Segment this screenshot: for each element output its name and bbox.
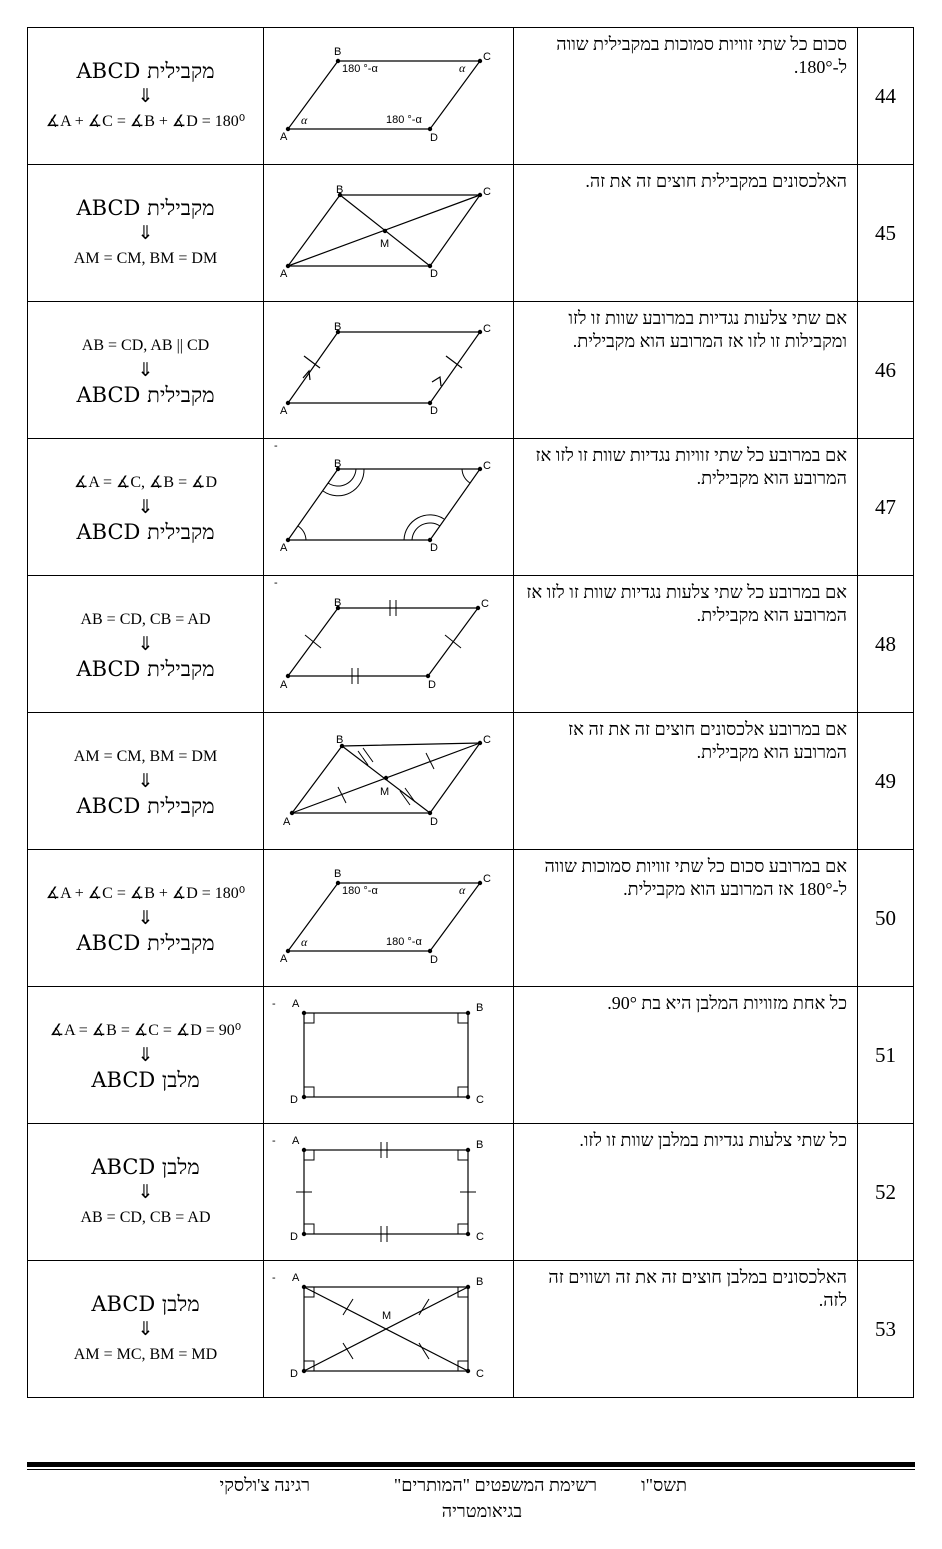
theorem-text: כל שתי צלעות נגדיות במלבן שוות זו לזו.: [514, 1124, 858, 1261]
vertex-label: C: [476, 1094, 484, 1106]
formal-line-conclusion: ABCD מקבילית: [76, 656, 215, 681]
theorem-text: אם שתי צלעות נגדיות במרובע שוות זו לזו ומקבילות זו לזו אז המרובע הוא מקבילית.: [514, 302, 858, 439]
formal-statement: [28, 987, 264, 1124]
vertex-label: B: [334, 46, 342, 58]
vertex-label: D: [430, 405, 438, 417]
vertex-label: A: [280, 953, 288, 965]
footer-year: תשס"ו: [641, 1475, 687, 1495]
vertex-label: B: [476, 1002, 484, 1014]
dash-mark: -: [274, 577, 278, 589]
vertex-label: A: [292, 1135, 300, 1147]
vertex-label: C: [483, 873, 491, 885]
theorem-number: 50: [858, 850, 914, 987]
vertex-label: B: [336, 734, 344, 746]
vertex-label: B: [334, 868, 342, 880]
figure-cell: [264, 439, 514, 576]
theorem-text: סכום כל שתי זוויות סמוכות במקבילית שווה ל-180°.: [514, 28, 858, 165]
vertex-label: C: [483, 323, 491, 335]
theorem-number: 45: [858, 165, 914, 302]
formal-statement: [28, 850, 264, 987]
formal-statement: [28, 576, 264, 713]
parallelogram-parallel-sides-figure: [264, 302, 513, 438]
formal-line-conclusion: AM = MC, BM = MD: [73, 1345, 218, 1363]
vertex-label: C: [483, 460, 491, 472]
implies-arrow: ⇓: [137, 907, 154, 929]
formal-line-premise: AB = CD, CB = AD: [80, 610, 211, 628]
angle-label: 180 °-α: [342, 885, 378, 897]
figure-cell: [264, 165, 514, 302]
theorem-number: 44: [858, 28, 914, 165]
table-row: [28, 28, 914, 165]
implies-arrow: ⇓: [137, 770, 154, 792]
vertex-label: D: [430, 954, 438, 966]
formal-line-conclusion: AM = CM, BM = DM: [73, 249, 218, 267]
vertex-label: C: [476, 1231, 484, 1243]
footer-author: רגינה צ'ולסקי: [219, 1475, 310, 1495]
figure-cell: [264, 576, 514, 713]
formal-statement: [28, 28, 264, 165]
angle-label: 180 °-α: [386, 114, 422, 126]
table-row: [28, 439, 914, 576]
vertex-label: C: [483, 51, 491, 63]
parallelogram-diagonals-figure: [264, 165, 513, 301]
figure-cell: [264, 302, 514, 439]
theorem-text: אם במרובע כל שתי צלעות נגדיות שוות זו לזו אז המרובע הוא מקבילית.: [514, 576, 858, 713]
theorem-number: 49: [858, 713, 914, 850]
vertex-label: M: [380, 786, 390, 798]
vertex-label: A: [280, 268, 288, 280]
parallelogram-supplementary-angles-figure: [264, 850, 513, 986]
implies-arrow: ⇓: [137, 633, 154, 655]
vertex-label: D: [428, 679, 436, 691]
formal-statement: [28, 1261, 264, 1398]
formal-line-conclusion: ABCD מקבילית: [76, 930, 215, 955]
formal-statement: [28, 713, 264, 850]
figure-cell: [264, 713, 514, 850]
vertex-label: A: [280, 679, 288, 691]
angle-label: 180 °-α: [342, 63, 378, 75]
vertex-label: D: [290, 1231, 298, 1243]
dash-mark: -: [272, 1135, 276, 1147]
theorem-number: 46: [858, 302, 914, 439]
vertex-label: M: [382, 1310, 392, 1322]
vertex-label: D: [290, 1368, 298, 1380]
vertex-label: M: [380, 238, 390, 250]
table-row: [28, 1124, 914, 1261]
formal-line-premise: ABCD מלבן: [91, 1154, 200, 1179]
vertex-label: A: [283, 816, 291, 828]
angle-label: α: [301, 935, 308, 949]
theorem-number: 52: [858, 1124, 914, 1261]
vertex-label: A: [292, 998, 300, 1010]
vertex-label: C: [481, 598, 489, 610]
theorem-text: האלכסונים במלבן חוצים זה את זה ושווים זה לזה.: [514, 1261, 858, 1398]
formal-statement: [28, 302, 264, 439]
vertex-label: D: [430, 132, 438, 144]
rectangle-diagonals-figure: [264, 1261, 513, 1397]
formal-statement: [28, 1124, 264, 1261]
formal-line-conclusion: AB = CD, CB = AD: [80, 1208, 211, 1226]
formal-line-conclusion: ∡A + ∡C = ∡B + ∡D = 180⁰: [45, 112, 246, 130]
table-row: [28, 1261, 914, 1398]
theorem-text: אם במרובע אלכסונים חוצים זה את זה אז המרובע הוא מקבילית.: [514, 713, 858, 850]
vertex-label: B: [476, 1139, 484, 1151]
theorem-number: 51: [858, 987, 914, 1124]
vertex-label: B: [334, 458, 342, 470]
angle-label: α: [459, 883, 466, 897]
theorem-number: 48: [858, 576, 914, 713]
vertex-label: D: [430, 542, 438, 554]
vertex-label: C: [483, 734, 491, 746]
theorems-table: [27, 27, 914, 1398]
angle-label: α: [301, 113, 308, 127]
figure-cell: [264, 1124, 514, 1261]
formal-statement: [28, 165, 264, 302]
footer-title: רשימת המשפטים "המותרים": [393, 1475, 597, 1495]
figure-cell: [264, 987, 514, 1124]
vertex-label: C: [483, 186, 491, 198]
implies-arrow: ⇓: [137, 85, 154, 107]
formal-line-premise: AM = CM, BM = DM: [73, 747, 218, 765]
implies-arrow: ⇓: [137, 1044, 154, 1066]
vertex-label: C: [476, 1368, 484, 1380]
angle-label: 180 °-α: [386, 936, 422, 948]
table-row: [28, 576, 914, 713]
footer-rule: [27, 1469, 915, 1470]
vertex-label: D: [430, 268, 438, 280]
formal-line-premise: ∡A = ∡C, ∡B = ∡D: [74, 473, 217, 491]
dash-mark: -: [272, 998, 276, 1010]
vertex-label: A: [280, 542, 288, 554]
table-row: [28, 987, 914, 1124]
footer-rule: [27, 1462, 915, 1467]
theorem-number: 53: [858, 1261, 914, 1398]
formal-line-conclusion: ABCD מקבילית: [76, 793, 215, 818]
parallelogram-equal-sides-figure: [264, 576, 513, 712]
theorem-text: אם במרובע סכום כל שתי זוויות סמוכות שווה ל-180° אז המרובע הוא מקבילית.: [514, 850, 858, 987]
formal-line-conclusion: ABCD מקבילית: [76, 382, 215, 407]
vertex-label: A: [280, 131, 288, 143]
formal-line-premise: AB = CD, AB || CD: [81, 336, 210, 354]
implies-arrow: ⇓: [137, 359, 154, 381]
figure-cell: [264, 28, 514, 165]
theorem-text: אם במרובע כל שתי זוויות נגדיות שוות זו לזו אז המרובע הוא מקבילית.: [514, 439, 858, 576]
rectangle-equal-sides-figure: [264, 1124, 513, 1260]
vertex-label: B: [334, 597, 342, 609]
formal-statement: [28, 439, 264, 576]
table-row: [28, 713, 914, 850]
theorem-text: האלכסונים במקבילית חוצים זה את זה.: [514, 165, 858, 302]
figure-cell: [264, 1261, 514, 1398]
formal-line-premise: ∡A = ∡B = ∡C = ∡D = 90⁰: [49, 1021, 242, 1039]
table-row: [28, 302, 914, 439]
formal-line-conclusion: ABCD מקבילית: [76, 519, 215, 544]
implies-arrow: ⇓: [137, 1318, 154, 1340]
formal-line-premise: ABCD מלבן: [91, 1291, 200, 1316]
quadrilateral-bisecting-diagonals-figure: [264, 713, 513, 849]
implies-arrow: ⇓: [137, 1181, 154, 1203]
table-row: [28, 850, 914, 987]
vertex-label: B: [476, 1276, 484, 1288]
vertex-label: A: [280, 405, 288, 417]
formal-line-premise: ∡A + ∡C = ∡B + ∡D = 180⁰: [45, 884, 246, 902]
formal-line-conclusion: ABCD מלבן: [91, 1067, 200, 1092]
parallelogram-equal-angles-figure: [264, 439, 513, 575]
table-row: [28, 165, 914, 302]
figure-cell: [264, 850, 514, 987]
formal-line-premise: ABCD מקבילית: [76, 58, 215, 83]
theorem-text: כל אחת מזוויות המלבן היא בת 90°.: [514, 987, 858, 1124]
formal-line-premise: ABCD מקבילית: [76, 195, 215, 220]
footer-title-continued: בגיאומטריה: [441, 1501, 522, 1521]
dash-mark: -: [274, 440, 278, 452]
vertex-label: D: [430, 816, 438, 828]
implies-arrow: ⇓: [137, 222, 154, 244]
vertex-label: B: [336, 184, 344, 196]
angle-label: α: [459, 61, 466, 75]
vertex-label: A: [292, 1272, 300, 1284]
dash-mark: -: [272, 1272, 276, 1284]
implies-arrow: ⇓: [137, 496, 154, 518]
parallelogram-figure: [264, 28, 513, 164]
rectangle-right-angles-figure: [264, 987, 513, 1123]
vertex-label: D: [290, 1094, 298, 1106]
theorem-number: 47: [858, 439, 914, 576]
vertex-label: B: [334, 321, 342, 333]
